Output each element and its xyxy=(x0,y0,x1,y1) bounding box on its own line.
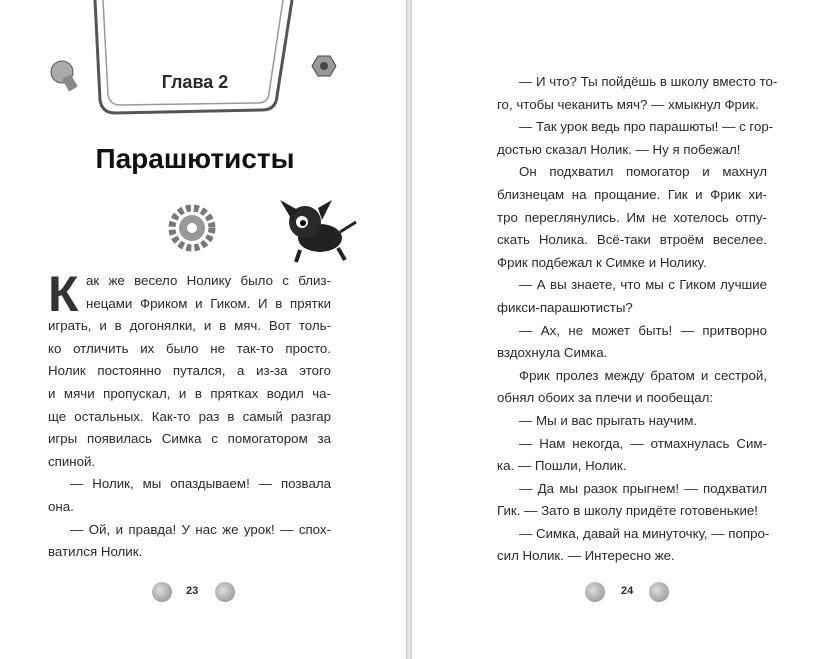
text-line: — Ах, не может быть! — притворно xyxy=(519,322,767,338)
page-number: 24 xyxy=(621,585,634,597)
gear-icon xyxy=(172,208,212,248)
text-line: Фрик пролез между братом и сестрой, xyxy=(519,367,767,383)
bolt-icon xyxy=(152,582,172,602)
text-line: играть, и в догонялки, и в мяч. Вот толь- xyxy=(48,318,331,334)
bolt-icon xyxy=(649,582,669,602)
text-line: — Симка, давай на минуточку, — попро- xyxy=(519,525,770,541)
text-line: обнял обоих за плечи и пообещал: xyxy=(497,390,714,406)
text-line: сил Нолик. — Интересно же. xyxy=(497,548,675,564)
text-line: го, чтобы чеканить мяч? — хмыкнул Фрик. xyxy=(497,96,759,112)
text-line: ватился Нолик. xyxy=(48,544,143,560)
text-line: тро переглянулись. Им не хотелось отпу- xyxy=(497,209,767,225)
text-line: — Да мы разок прыгнем! — подхватил xyxy=(519,480,767,496)
text-line: — И что? Ты пойдёшь в школу вместо то- xyxy=(519,74,778,89)
text-line: — Так урок ведь про парашюты! — с гор- xyxy=(519,119,774,135)
text-line: игры появилась Симка с помогатором за xyxy=(48,431,331,447)
text-line: спиной. xyxy=(48,453,96,469)
text-line: ка. — Пошли, Нолик. xyxy=(497,458,627,474)
text-line: достью сказал Нолик. — Ну я побежал! xyxy=(497,141,741,157)
text-line: — Ой, и правда! У нас же урок! — спох- xyxy=(70,521,331,537)
drop-cap: К xyxy=(48,266,79,322)
text-line: — Нам некогда, — отмахнулась Сим- xyxy=(519,435,767,451)
text-line: — Мы и вас прыгать научим. xyxy=(519,412,698,428)
text-line: близнецам на прощание. Гик и Фрик хи- xyxy=(497,186,767,202)
bolt-icon xyxy=(51,61,78,92)
bolt-icon xyxy=(585,582,605,602)
bolt-icon xyxy=(215,582,235,602)
text-line: вздохнула Симка. xyxy=(497,345,608,361)
chapter-title: Парашютисты xyxy=(95,143,295,174)
text-line: и мячи пропускал, и в прятках водил ча- xyxy=(48,385,331,401)
text-line: нецами Фриком и Гиком. И в прятки xyxy=(86,295,331,311)
dog-illustration xyxy=(280,200,356,262)
right-body-text xyxy=(497,71,778,568)
text-line: — Нолик, мы опаздываем! — позвала xyxy=(70,476,331,492)
text-line: ко отличить их было не так-то просто. xyxy=(48,340,331,356)
left-page xyxy=(0,0,408,659)
chapter-frame-illustration xyxy=(0,0,408,270)
text-line: ак же весело Нолику было с близ- xyxy=(86,273,331,288)
left-body-text xyxy=(48,266,331,564)
text-line: фикси-парашютисты? xyxy=(497,299,633,315)
chapter-label: Глава 2 xyxy=(161,72,229,92)
text-line: она. xyxy=(48,498,74,514)
text-line: — А вы знаете, что мы с Гиком лучшие xyxy=(519,277,767,293)
text-line: Нолик постоянно путался, а из-за этого xyxy=(48,363,331,379)
text-line: ще остальных. Как-то раз в самый разгар xyxy=(48,408,331,424)
page-number: 23 xyxy=(186,585,199,597)
right-page xyxy=(412,0,820,659)
text-line: скать Нолика. Всё-таки втроём веселее. xyxy=(497,232,767,248)
text-line: Фрик подбежал к Симке и Нолику. xyxy=(497,254,707,270)
nut-icon xyxy=(312,56,336,76)
text-line: Гик. — Зато в школу придёте готовенькие! xyxy=(497,503,758,519)
text-line: Он подхватил помогатор и махнул xyxy=(519,164,767,180)
